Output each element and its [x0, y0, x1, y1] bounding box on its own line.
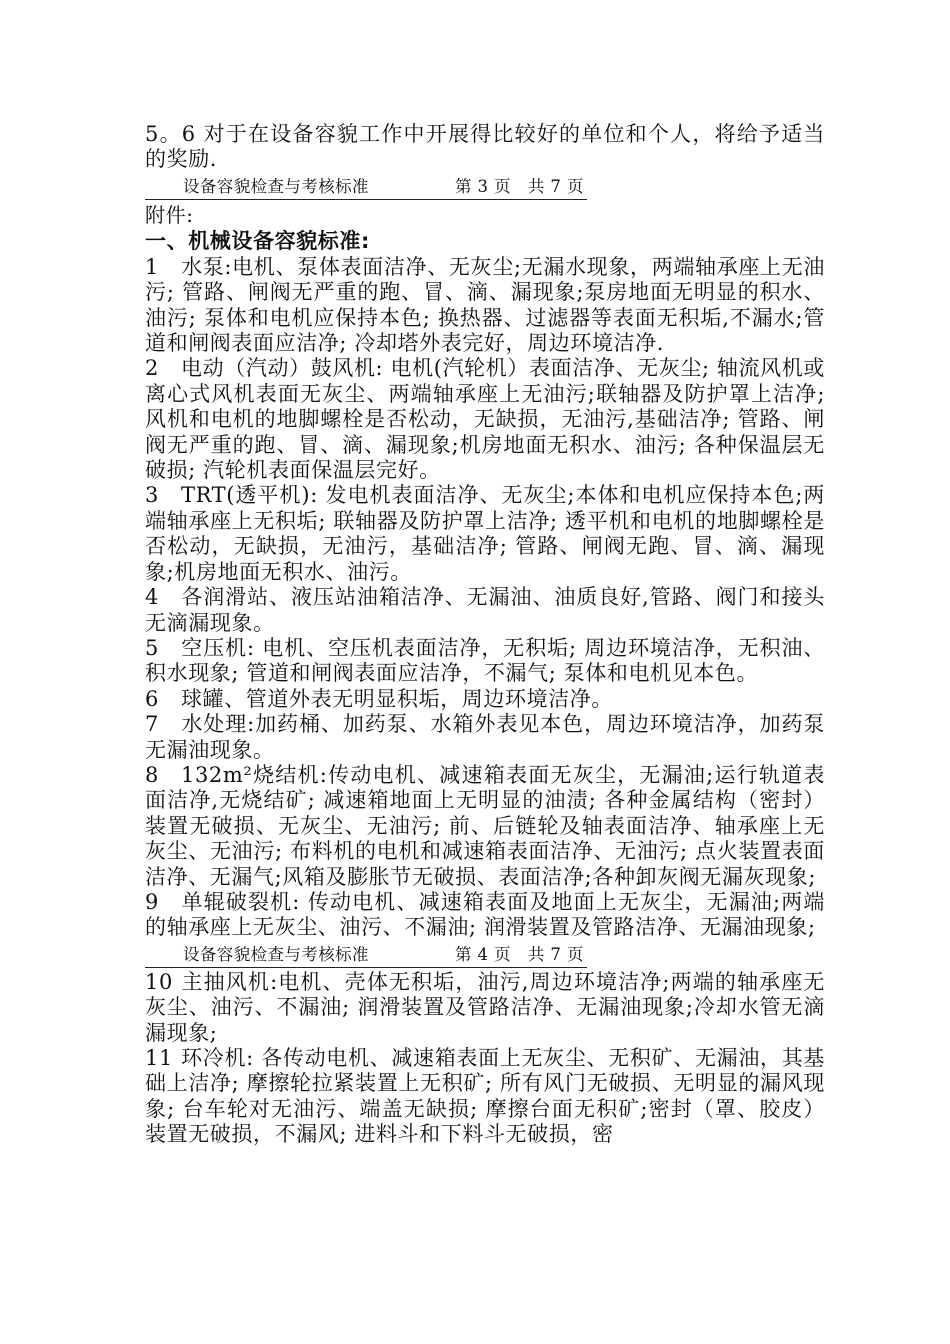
item-text: 环冷机: 各传动电机、减速箱表面上无灰尘、无积矿、无漏油，其基础上洁净; 摩擦轮拉紧装置上无积矿; 所有风门无破损、无明显的漏风现象; 台车轮对无油污、端盖无缺损; 摩擦台面无积矿;密封（罩、胶皮）装置无破损，不漏风; 进料斗和下料斗无破损，密 [145, 1046, 825, 1147]
footer-title: 设备容貌检查与考核标准 [183, 176, 369, 196]
list-item [145, 483, 825, 585]
item-number: 7 [145, 712, 159, 737]
item-number: 4 [145, 585, 159, 610]
item-text: TRT(透平机): 发电机表面洁净、无灰尘;本体和电机应保持本色;两端轴承座上无积垢; 联轴器及防护罩上洁净; 透平机和电机的地脚螺栓是否松动，无缺损，无油污，基础洁净; 管路、闸阀无跑、冒、滴、漏现象;机房地面无积水、油污。 [145, 483, 825, 584]
item-text: 132m²烧结机:传动电机、减速箱表面无灰尘，无漏油;运行轨道表面洁净,无烧结矿; 减速箱地面上无明显的油渍; 各种金属结构（密封）装置无破损、无灰尘、无油污; 前、后链轮及轴表面洁净、轴承座上无灰尘、无油污; 布料机的电机和减速箱表面洁净、无油污; 点火装置表面洁净、无漏气;风箱及膨胀节无破损、表面洁净;各种卸灰阀无漏灰现象; [145, 762, 825, 889]
list-item [145, 356, 825, 483]
list-item [145, 636, 825, 687]
item-text: 水处理:加药桶、加药泵、水箱外表见本色，周边环境洁净，加药泵无漏油现象。 [145, 712, 825, 762]
item-number: 2 [145, 356, 159, 381]
list-item [145, 712, 825, 763]
section-heading: 一、机械设备容貌标准: [145, 228, 370, 253]
footer-page-number: 第 3 页 共 7 页 [455, 176, 584, 196]
item-text: 空压机: 电机、空压机表面洁净，无积垢; 周边环境洁净，无积油、积水现象; 管道和闸阀表面应洁净，不漏气; 泵体和电机见本色。 [145, 635, 825, 686]
attachment-label: 附件: [145, 202, 194, 227]
item-number: 3 [145, 483, 159, 508]
item-text: 单辊破裂机: 传动电机、减速箱表面及地面上无灰尘，无漏油;两端的轴承座上无灰尘、油污、不漏油; 润滑装置及管路洁净、无漏油现象; [145, 889, 825, 940]
item-number: 11 [145, 1046, 173, 1070]
intro-paragraph: 5。6 对于在设备容貌工作中开展得比较好的单位和个人，将给予适当的奖励. [145, 122, 825, 172]
list-item [145, 1046, 825, 1148]
item-text: 主抽风机:电机、壳体无积垢，油污,周边环境洁净;两端的轴承座无灰尘、油污、不漏油; 润滑装置及管路洁净、无漏油现象;冷却水管无滴漏现象; [145, 969, 825, 1045]
item-number: 8 [145, 762, 159, 787]
list-item [145, 763, 825, 890]
list-item [145, 970, 825, 1046]
item-number: 10 [145, 969, 173, 994]
list-item [145, 890, 825, 941]
document-body [145, 122, 825, 1148]
item-number: 9 [145, 889, 159, 914]
item-number: 6 [145, 686, 159, 711]
item-text: 电动（汽动）鼓风机: 电机(汽轮机）表面洁净、无灰尘; 轴流风机或离心式风机表面无灰尘、两端轴承座上无油污;联轴器及防护罩上洁净; 风机和电机的地脚螺栓是否松动，无缺损，无油污,基础洁净; 管路、闸阀无严重的跑、冒、滴、漏现象;机房地面无积水、油污; 各种保温层无破损; 汽轮机表面保温层完好。 [145, 356, 825, 483]
page-footer-3 [145, 175, 587, 200]
item-text: 各润滑站、液压站油箱洁净、无漏油、油质良好,管路、阀门和接头无滴漏现象。 [145, 585, 825, 635]
list-item [145, 687, 825, 712]
item-number: 1 [145, 254, 159, 279]
list-item [145, 255, 825, 357]
item-text: 球罐、管道外表无明显积垢，周边环境洁净。 [181, 686, 613, 711]
page-footer-4 [145, 943, 587, 968]
footer-page-number: 第 4 页 共 7 页 [455, 944, 584, 964]
list-item [145, 585, 825, 636]
item-text: 水泵:电机、泵体表面洁净、无灰尘;无漏水现象，两端轴承座上无油污; 管路、闸阀无严重的跑、冒、滴、漏现象;泵房地面无明显的积水、油污; 泵体和电机应保持本色; 换热器、过滤器等表面无积垢,不漏水;管道和闸阀表面应洁净; 冷却塔外表完好，周边环境洁净. [145, 254, 825, 356]
footer-title: 设备容貌检查与考核标准 [183, 944, 369, 964]
item-number: 5 [145, 635, 159, 660]
